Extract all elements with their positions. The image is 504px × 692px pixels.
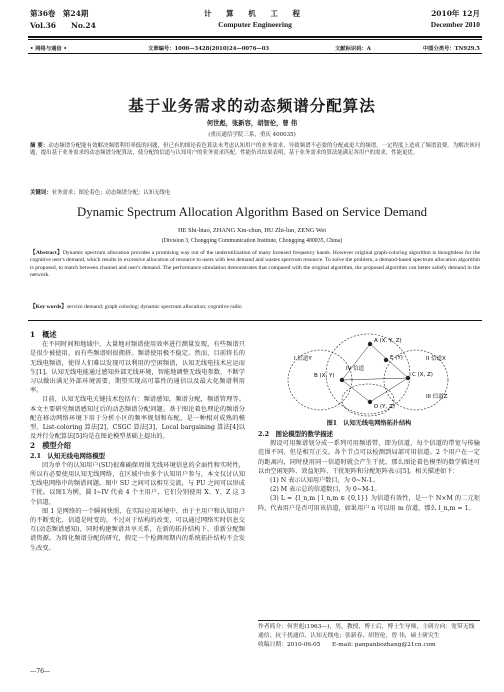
header-rule-thin: [28, 39, 482, 40]
node-b-label: B (X, Y): [314, 373, 335, 379]
definition-item-3: (3) L = {l_n,m | l_n,m ∈ {0,1}} 为信道有效性，是一个 N×M 的二元矩阵，代表用户是否可用该信道，如果用户 n 可以用 m 信道，那么 l_n,m = 1。: [258, 495, 480, 512]
article-number: 文章编号：1000—3428(2010)24—0076—03: [148, 46, 270, 52]
section-2-1-heading: 2.1 认知无线电网络模型: [30, 451, 106, 460]
header-rule: [28, 36, 482, 38]
date-cn: 2010年 12月: [431, 9, 480, 18]
keywords-en-label: 【Key words】: [30, 304, 67, 310]
section-1-para-2: 目前，认知无线电关键技术包括有：频谱感知，频谱分配，频谱管理等。本文主要研究频谱感知过后的动态频谱分配问题。基于图论着色理论的频谱分配在移动网络环境下用于分析小区的频率规划和布配，是一种相对成熟的模型。List-coloring 算法[2]，CSGC 算法[3]，Local bargaining 算法[4]以及并行分配算法[5]均是在图论模型基础上提出的。: [30, 396, 245, 441]
section-1-heading: 1 概述: [30, 330, 57, 339]
section-2-2-para-1: 假设可用频谱划分成一系列可用频谱带，即为信道，每个信道的带宽与传输范围不同，但是相互正交。各个节点可以检测到局部可用信道。2 个用户在一定的距离内，同时使用同一信道时就会产生干扰。那么图论着色模型的数学描述可以由空闲矩阵、效益矩阵、干扰矩阵和分配矩阵表示[5]。相关描述如下：: [258, 440, 480, 475]
received-date: 收稿日期：2010-06-05 E-mail: panpanbozhang@21cn.com: [258, 641, 436, 648]
affiliation-cn: (重庆通信学院三系，重庆 400035): [208, 132, 296, 138]
edge-bd: [342, 380, 370, 402]
abstract-en: [30, 250, 480, 279]
section-2-1-para-1: 因为单个的认知用户(SU)很难确保周围无线环境信息的全面性和实时性，所以有必要使用认知无线网络，在区域中由多个认知用户参与，本文仅讨认知无线电网络中的频谱问题。图中 SU 之间可以相互交流，与 PU 之间可以形成干扰。以图1为例，圆 I~IV 代表 4 个主用户，它们分别使用 X、Y、Z 这 3 个信道。: [30, 461, 245, 506]
edge-cd: [370, 378, 408, 402]
node-a: [368, 342, 372, 346]
region-label-1: I 信道Y: [294, 356, 312, 362]
node-e-label: E (Y): [390, 355, 403, 361]
figure-1-network-topology: [258, 330, 480, 425]
authors-en: HE Shi-biao, ZHANG Xin-chun, HU Zhi-lun, ZENG Wei: [177, 227, 327, 234]
abstract-cn-label: 摘 要：: [30, 143, 49, 149]
keywords-cn-label: 关键词：: [30, 190, 52, 196]
meta-rule: [28, 53, 482, 54]
region-circle-4: [342, 384, 394, 416]
edge-ac: [370, 344, 408, 378]
region-label-2: II 信道X: [426, 356, 446, 362]
abstract-rule: [28, 320, 482, 321]
node-e: [384, 358, 388, 362]
left-column: [30, 330, 245, 553]
section-2-2-heading: 2.2 图论模型的数学描述: [258, 430, 334, 438]
abstract-en-label: 【Abstract】: [30, 250, 63, 256]
keywords-en-text: service demand; graph coloring; dynamic spectrum allocation; cognitive radio: [66, 304, 242, 310]
keywords-en: [30, 302, 480, 310]
issue-cn: 第36卷 第24期: [30, 9, 89, 18]
classification-number: 中图分类号：TN929.5: [422, 46, 480, 52]
journal-title-cn: 计 算 机 工 程: [204, 9, 306, 18]
journal-header: [30, 8, 480, 34]
paper-title-en: Dynamic Spectrum Allocation Algorithm Based on Service Demand: [76, 205, 428, 219]
affiliation-en: (Division 3, Chongqing Communication Institute, Chongqing 400035, China): [161, 238, 343, 244]
date-en: December 2010: [430, 20, 480, 29]
definition-item-1: (1) N 表示认知用户数目，为 0~N-1。: [270, 477, 379, 485]
paper-title-cn: 基于业务需求的动态频谱分配算法: [128, 96, 376, 115]
authors-cn: 何世彪，张新容，胡智伦，曾 伟: [206, 120, 298, 127]
region-label-3: III 信道Z: [426, 394, 448, 400]
node-b: [340, 378, 344, 382]
node-d: [368, 400, 372, 404]
definition-item-2: (2) M 表示总的信道数目，为 0~M-1。: [270, 486, 381, 494]
journal-title-en: Computer Engineering: [218, 20, 292, 29]
bio-text: 作者简介：何世彪(1963—)，男，教授、博士后，博士生导师，主研方向：宽带无线通信、抗干扰通信、认知无线电；张新春、胡智伦，曾 伟，硕士研究生: [258, 624, 475, 639]
network-diagram: [258, 330, 480, 418]
node-d-label: D (Y, Z): [374, 404, 395, 410]
node-c: [406, 376, 410, 380]
keywords-cn: [30, 188, 480, 196]
abstract-cn-text: 动态频谱分配能有效解决频谱利用率低的问题，但已有的图论着色算法未考虑认知用户的业务需求，导致频谱不必要的分配或更大的频谱，一定程度上造成了频谱浪费。为解决该问题，提出基于业务需求的动态频谱分配算法，使分配的信道与认知用户的业务需求匹配。性能仿真结果表明，基于业务需求的算法能满足各用户的需求，性能更优。: [30, 143, 480, 157]
abstract-cn: [30, 143, 480, 157]
region-label-4: IV 信道: [346, 366, 365, 372]
keywords-cn-text: 业务需求；图论着色；动态频谱分配；认知无线电: [51, 190, 171, 196]
abstract-en-text: Dynamic spectrum allocation provides a promising way out of the underutilization of many licensed frequency bands. However original graph-coloring algorithm is thoughtless for the cognitive user's demand, which results in excessive allocation of resource to users with less demand and wastes spectrum resource. To solve the problem, a demand-based spectrum allocation algorithm is proposed, to match between channel and user's demand. The performance simulation demonstrates that compared with the original algorithm, the proposed algorithm can better satisfy demand in the network.: [30, 250, 480, 278]
section-2-heading: 2 模型介绍: [30, 441, 71, 451]
section-1-para-1: 在不同时间和地域中，大量地对频谱使用效率进行测量发现，有些频谱只是很少被使用，而有些频谱则很拥挤。频谱使用极不稳定。然而，目前将长的无线电频谱，使得人们难以发现可以利用的空闲频谱，认知无线电技术应运而生[1]。认知无线电能通过感知外部无线环境，智能地调整无线电参数，不断学习以做出满足外部环境需要，期望实现高可靠性的通信以及最大化频谱利用率。: [30, 341, 245, 395]
page-number: —76—: [30, 668, 51, 675]
edge-ab: [342, 344, 370, 380]
right-column: [258, 430, 480, 513]
document-code: 文献标识码：A: [335, 46, 371, 52]
section-2-1-para-2: 图 1 是网络的一个瞬间快照，在实际应用环境中，由于主用户和认知用户的不断变化，信道是时变的，不过对于结构的改变，可以通过网络实时信息交互(动态频谱感知)，同时构建频谱共享关系，在新的拓扑结构下，重新分配频谱资源。为简化频谱分配的研究，假定一个检测周期内的系统拓扑结构不会发生改变。: [30, 507, 245, 552]
issue-en: Vol.36 No.24: [30, 21, 96, 30]
section-label: • 网络与通信 •: [30, 46, 67, 52]
node-a-label: A (X, Y, Z): [374, 338, 402, 344]
author-bio: [258, 620, 480, 649]
node-c-label: C (X, Z): [412, 372, 433, 378]
figure-1-caption: 图1 认知无线电网络拓扑结构: [326, 420, 412, 427]
